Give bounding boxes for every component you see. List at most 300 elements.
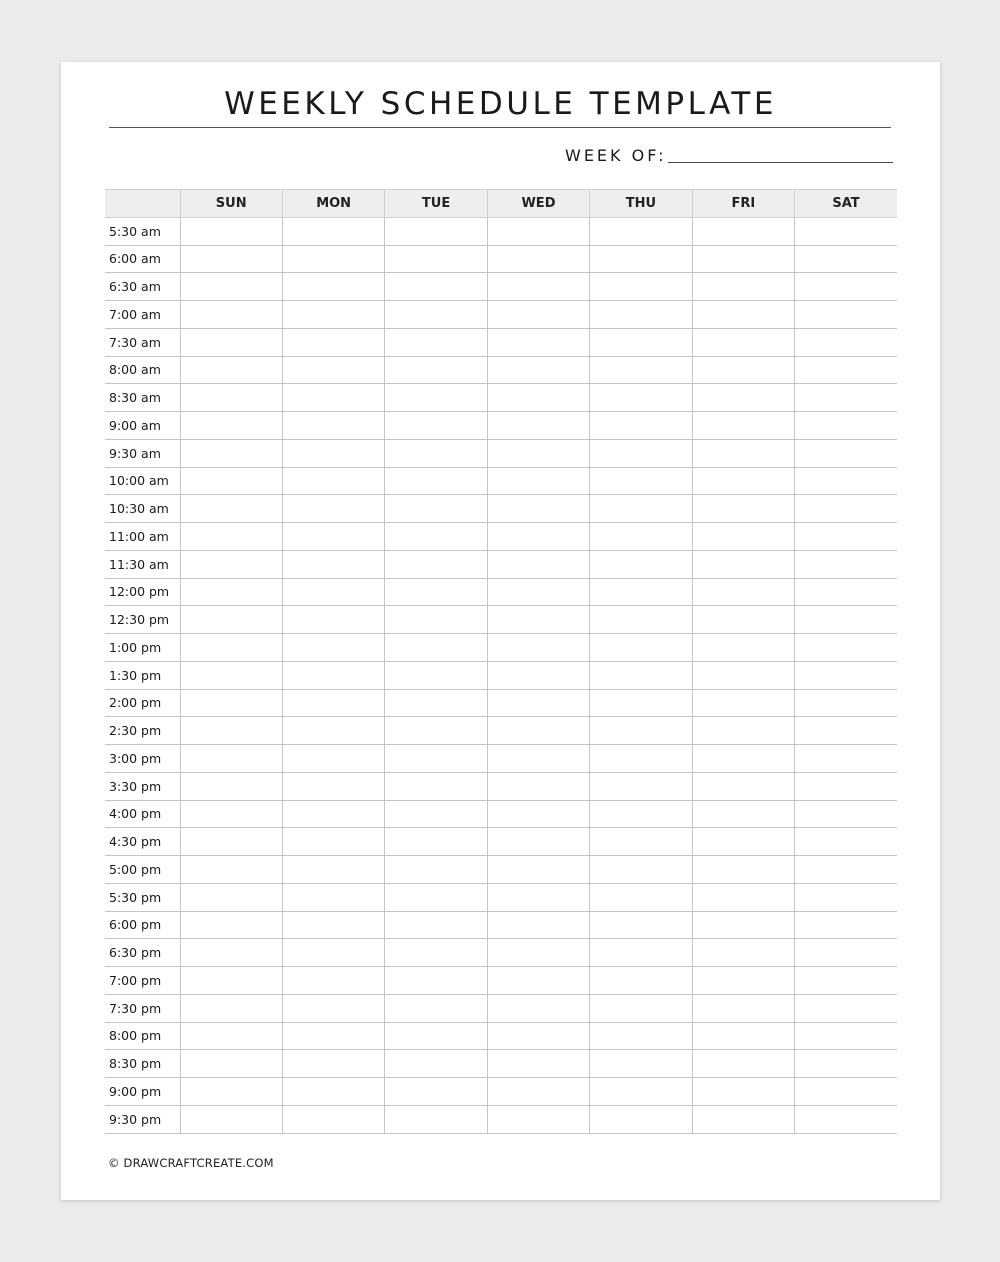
schedule-cell-fri[interactable] (692, 384, 794, 412)
schedule-cell-sun[interactable] (180, 772, 282, 800)
schedule-cell-sun[interactable] (180, 523, 282, 551)
schedule-cell-tue[interactable] (385, 772, 487, 800)
schedule-cell-tue[interactable] (385, 1078, 487, 1106)
schedule-cell-fri[interactable] (692, 967, 794, 995)
schedule-cell-sat[interactable] (795, 689, 897, 717)
schedule-cell-wed[interactable] (487, 273, 589, 301)
schedule-cell-wed[interactable] (487, 1105, 589, 1133)
schedule-cell-thu[interactable] (590, 856, 692, 884)
schedule-cell-thu[interactable] (590, 1078, 692, 1106)
schedule-cell-wed[interactable] (487, 523, 589, 551)
schedule-cell-sat[interactable] (795, 634, 897, 662)
schedule-cell-fri[interactable] (692, 523, 794, 551)
schedule-cell-mon[interactable] (282, 856, 384, 884)
schedule-cell-thu[interactable] (590, 745, 692, 773)
table-row (105, 689, 897, 717)
schedule-cell-mon[interactable] (282, 578, 384, 606)
schedule-cell-thu[interactable] (590, 689, 692, 717)
schedule-cell-thu[interactable] (590, 439, 692, 467)
schedule-cell-wed[interactable] (487, 745, 589, 773)
schedule-cell-thu[interactable] (590, 800, 692, 828)
time-label: 2:30 pm (105, 717, 180, 745)
schedule-cell-mon[interactable] (282, 273, 384, 301)
schedule-cell-mon[interactable] (282, 523, 384, 551)
schedule-cell-mon[interactable] (282, 384, 384, 412)
table-row (105, 439, 897, 467)
table-row (105, 1022, 897, 1050)
schedule-cell-wed[interactable] (487, 939, 589, 967)
time-label: 7:30 am (105, 328, 180, 356)
table-row (105, 828, 897, 856)
schedule-cell-tue[interactable] (385, 1050, 487, 1078)
schedule-cell-tue[interactable] (385, 245, 487, 273)
schedule-cell-wed[interactable] (487, 606, 589, 634)
schedule-cell-wed[interactable] (487, 467, 589, 495)
schedule-cell-tue[interactable] (385, 356, 487, 384)
time-label: 5:00 pm (105, 856, 180, 884)
schedule-cell-mon[interactable] (282, 967, 384, 995)
schedule-cell-fri[interactable] (692, 1105, 794, 1133)
schedule-cell-tue[interactable] (385, 856, 487, 884)
schedule-cell-thu[interactable] (590, 495, 692, 523)
day-header-tue: TUE (385, 190, 487, 218)
schedule-cell-sat[interactable] (795, 356, 897, 384)
schedule-cell-mon[interactable] (282, 717, 384, 745)
schedule-cell-wed[interactable] (487, 772, 589, 800)
schedule-cell-sun[interactable] (180, 245, 282, 273)
schedule-cell-fri[interactable] (692, 1078, 794, 1106)
table-row (105, 495, 897, 523)
table-row (105, 412, 897, 440)
schedule-cell-sat[interactable] (795, 967, 897, 995)
schedule-cell-sun[interactable] (180, 883, 282, 911)
copyright-footer: © DRAWCRAFTCREATE.COM (108, 1156, 274, 1170)
schedule-cell-thu[interactable] (590, 412, 692, 440)
schedule-cell-sat[interactable] (795, 828, 897, 856)
schedule-cell-mon[interactable] (282, 634, 384, 662)
schedule-cell-sat[interactable] (795, 745, 897, 773)
schedule-cell-sat[interactable] (795, 717, 897, 745)
schedule-cell-sun[interactable] (180, 661, 282, 689)
schedule-cell-fri[interactable] (692, 800, 794, 828)
schedule-cell-sat[interactable] (795, 245, 897, 273)
schedule-cell-fri[interactable] (692, 717, 794, 745)
schedule-cell-sat[interactable] (795, 1078, 897, 1106)
schedule-cell-sun[interactable] (180, 1105, 282, 1133)
schedule-cell-thu[interactable] (590, 717, 692, 745)
schedule-cell-mon[interactable] (282, 467, 384, 495)
schedule-cell-mon[interactable] (282, 994, 384, 1022)
schedule-cell-thu[interactable] (590, 994, 692, 1022)
schedule-cell-tue[interactable] (385, 967, 487, 995)
schedule-cell-mon[interactable] (282, 689, 384, 717)
schedule-cell-sun[interactable] (180, 606, 282, 634)
schedule-cell-sun[interactable] (180, 745, 282, 773)
schedule-cell-tue[interactable] (385, 1022, 487, 1050)
schedule-cell-wed[interactable] (487, 217, 589, 245)
schedule-cell-fri[interactable] (692, 1022, 794, 1050)
schedule-cell-wed[interactable] (487, 911, 589, 939)
schedule-cell-tue[interactable] (385, 301, 487, 329)
schedule-cell-sun[interactable] (180, 495, 282, 523)
schedule-cell-tue[interactable] (385, 328, 487, 356)
schedule-cell-tue[interactable] (385, 439, 487, 467)
schedule-cell-wed[interactable] (487, 634, 589, 662)
schedule-cell-sun[interactable] (180, 439, 282, 467)
schedule-cell-sun[interactable] (180, 856, 282, 884)
schedule-cell-wed[interactable] (487, 356, 589, 384)
schedule-cell-sun[interactable] (180, 717, 282, 745)
time-label: 7:00 pm (105, 967, 180, 995)
schedule-cell-fri[interactable] (692, 273, 794, 301)
schedule-cell-mon[interactable] (282, 301, 384, 329)
time-label: 8:00 am (105, 356, 180, 384)
table-row (105, 606, 897, 634)
schedule-cell-sat[interactable] (795, 800, 897, 828)
schedule-cell-tue[interactable] (385, 1105, 487, 1133)
schedule-cell-tue[interactable] (385, 412, 487, 440)
schedule-cell-sat[interactable] (795, 939, 897, 967)
schedule-cell-mon[interactable] (282, 1050, 384, 1078)
schedule-cell-mon[interactable] (282, 1022, 384, 1050)
schedule-cell-fri[interactable] (692, 1050, 794, 1078)
time-label: 2:00 pm (105, 689, 180, 717)
schedule-cell-sun[interactable] (180, 1022, 282, 1050)
schedule-cell-mon[interactable] (282, 328, 384, 356)
schedule-cell-thu[interactable] (590, 939, 692, 967)
schedule-cell-sat[interactable] (795, 523, 897, 551)
schedule-cell-fri[interactable] (692, 745, 794, 773)
schedule-cell-sun[interactable] (180, 412, 282, 440)
schedule-cell-sat[interactable] (795, 328, 897, 356)
schedule-cell-tue[interactable] (385, 273, 487, 301)
schedule-cell-sun[interactable] (180, 967, 282, 995)
schedule-cell-tue[interactable] (385, 467, 487, 495)
schedule-cell-tue[interactable] (385, 495, 487, 523)
schedule-cell-sat[interactable] (795, 1022, 897, 1050)
title-underline (109, 127, 891, 128)
schedule-cell-tue[interactable] (385, 523, 487, 551)
schedule-cell-mon[interactable] (282, 661, 384, 689)
time-label: 9:30 pm (105, 1105, 180, 1133)
time-label: 7:00 am (105, 301, 180, 329)
table-row (105, 994, 897, 1022)
schedule-cell-wed[interactable] (487, 883, 589, 911)
time-rows (105, 217, 897, 1133)
schedule-cell-sun[interactable] (180, 328, 282, 356)
schedule-cell-mon[interactable] (282, 550, 384, 578)
schedule-cell-tue[interactable] (385, 911, 487, 939)
schedule-cell-mon[interactable] (282, 939, 384, 967)
schedule-cell-sun[interactable] (180, 994, 282, 1022)
schedule-cell-thu[interactable] (590, 828, 692, 856)
schedule-cell-sat[interactable] (795, 661, 897, 689)
week-of-field[interactable] (668, 162, 893, 163)
schedule-cell-sun[interactable] (180, 578, 282, 606)
schedule-cell-thu[interactable] (590, 772, 692, 800)
table-row (105, 1105, 897, 1133)
schedule-cell-wed[interactable] (487, 967, 589, 995)
schedule-cell-sun[interactable] (180, 800, 282, 828)
schedule-cell-sun[interactable] (180, 911, 282, 939)
time-label: 9:30 am (105, 439, 180, 467)
schedule-cell-thu[interactable] (590, 245, 692, 273)
schedule-cell-sun[interactable] (180, 939, 282, 967)
schedule-cell-tue[interactable] (385, 634, 487, 662)
schedule-cell-tue[interactable] (385, 550, 487, 578)
schedule-cell-tue[interactable] (385, 745, 487, 773)
time-label: 11:30 am (105, 550, 180, 578)
table-row (105, 217, 897, 245)
schedule-cell-thu[interactable] (590, 661, 692, 689)
schedule-cell-mon[interactable] (282, 745, 384, 773)
schedule-cell-sun[interactable] (180, 273, 282, 301)
schedule-cell-tue[interactable] (385, 217, 487, 245)
time-label: 8:30 am (105, 384, 180, 412)
time-label: 12:00 pm (105, 578, 180, 606)
schedule-cell-sun[interactable] (180, 467, 282, 495)
week-of-label: WEEK OF: (565, 146, 667, 165)
schedule-cell-thu[interactable] (590, 328, 692, 356)
schedule-cell-fri[interactable] (692, 689, 794, 717)
schedule-cell-fri[interactable] (692, 550, 794, 578)
time-column-header (105, 190, 180, 218)
schedule-cell-wed[interactable] (487, 856, 589, 884)
time-label: 5:30 am (105, 217, 180, 245)
time-label: 6:00 pm (105, 911, 180, 939)
schedule-cell-fri[interactable] (692, 495, 794, 523)
schedule-cell-sat[interactable] (795, 883, 897, 911)
table-row (105, 301, 897, 329)
schedule-cell-tue[interactable] (385, 578, 487, 606)
schedule-cell-sat[interactable] (795, 550, 897, 578)
table-row (105, 273, 897, 301)
schedule-cell-sat[interactable] (795, 301, 897, 329)
schedule-cell-sun[interactable] (180, 1050, 282, 1078)
schedule-cell-mon[interactable] (282, 217, 384, 245)
table-row (105, 245, 897, 273)
schedule-cell-wed[interactable] (487, 994, 589, 1022)
schedule-cell-tue[interactable] (385, 828, 487, 856)
table-row (105, 356, 897, 384)
schedule-cell-mon[interactable] (282, 828, 384, 856)
schedule-cell-sun[interactable] (180, 689, 282, 717)
schedule-cell-fri[interactable] (692, 606, 794, 634)
time-label: 6:30 pm (105, 939, 180, 967)
schedule-cell-thu[interactable] (590, 356, 692, 384)
schedule-cell-thu[interactable] (590, 883, 692, 911)
time-label: 9:00 am (105, 412, 180, 440)
schedule-cell-tue[interactable] (385, 606, 487, 634)
schedule-cell-tue[interactable] (385, 717, 487, 745)
schedule-cell-mon[interactable] (282, 356, 384, 384)
day-header-sun: SUN (180, 190, 282, 218)
schedule-cell-fri[interactable] (692, 856, 794, 884)
schedule-cell-thu[interactable] (590, 301, 692, 329)
schedule-cell-wed[interactable] (487, 245, 589, 273)
day-header-thu: THU (590, 190, 692, 218)
schedule-cell-sun[interactable] (180, 550, 282, 578)
schedule-cell-wed[interactable] (487, 1050, 589, 1078)
schedule-cell-thu[interactable] (590, 578, 692, 606)
schedule-cell-wed[interactable] (487, 328, 589, 356)
schedule-cell-fri[interactable] (692, 412, 794, 440)
schedule-cell-sat[interactable] (795, 578, 897, 606)
schedule-cell-fri[interactable] (692, 661, 794, 689)
schedule-cell-fri[interactable] (692, 772, 794, 800)
schedule-cell-fri[interactable] (692, 634, 794, 662)
table-row (105, 328, 897, 356)
schedule-cell-wed[interactable] (487, 661, 589, 689)
schedule-cell-wed[interactable] (487, 301, 589, 329)
schedule-cell-mon[interactable] (282, 911, 384, 939)
schedule-cell-sat[interactable] (795, 384, 897, 412)
schedule-cell-fri[interactable] (692, 578, 794, 606)
table-row (105, 523, 897, 551)
time-label: 3:00 pm (105, 745, 180, 773)
schedule-cell-wed[interactable] (487, 550, 589, 578)
table-row (105, 883, 897, 911)
day-header-row (105, 190, 897, 218)
schedule-cell-wed[interactable] (487, 717, 589, 745)
schedule-cell-fri[interactable] (692, 217, 794, 245)
schedule-cell-mon[interactable] (282, 800, 384, 828)
time-label: 10:30 am (105, 495, 180, 523)
schedule-cell-fri[interactable] (692, 911, 794, 939)
schedule-cell-wed[interactable] (487, 800, 589, 828)
time-label: 6:00 am (105, 245, 180, 273)
schedule-cell-sun[interactable] (180, 384, 282, 412)
schedule-cell-sun[interactable] (180, 634, 282, 662)
schedule-cell-fri[interactable] (692, 467, 794, 495)
time-label: 10:00 am (105, 467, 180, 495)
schedule-cell-thu[interactable] (590, 634, 692, 662)
table-row (105, 939, 897, 967)
schedule-cell-wed[interactable] (487, 828, 589, 856)
time-label: 1:00 pm (105, 634, 180, 662)
table-row (105, 578, 897, 606)
schedule-cell-wed[interactable] (487, 412, 589, 440)
schedule-cell-fri[interactable] (692, 439, 794, 467)
schedule-cell-wed[interactable] (487, 1078, 589, 1106)
schedule-cell-sun[interactable] (180, 356, 282, 384)
schedule-cell-sat[interactable] (795, 273, 897, 301)
schedule-cell-thu[interactable] (590, 967, 692, 995)
time-label: 7:30 pm (105, 994, 180, 1022)
schedule-cell-mon[interactable] (282, 439, 384, 467)
schedule-cell-fri[interactable] (692, 328, 794, 356)
schedule-cell-sat[interactable] (795, 911, 897, 939)
schedule-grid (105, 189, 897, 1134)
schedule-cell-tue[interactable] (385, 689, 487, 717)
table-row (105, 550, 897, 578)
schedule-cell-sat[interactable] (795, 772, 897, 800)
schedule-cell-mon[interactable] (282, 1078, 384, 1106)
time-label: 6:30 am (105, 273, 180, 301)
schedule-cell-fri[interactable] (692, 356, 794, 384)
schedule-cell-sun[interactable] (180, 301, 282, 329)
table-row (105, 745, 897, 773)
schedule-cell-thu[interactable] (590, 606, 692, 634)
table-row (105, 772, 897, 800)
schedule-cell-sun[interactable] (180, 217, 282, 245)
schedule-cell-fri[interactable] (692, 245, 794, 273)
day-header-wed: WED (487, 190, 589, 218)
table-row (105, 800, 897, 828)
schedule-cell-thu[interactable] (590, 384, 692, 412)
schedule-cell-tue[interactable] (385, 939, 487, 967)
time-label: 12:30 pm (105, 606, 180, 634)
schedule-cell-thu[interactable] (590, 1105, 692, 1133)
schedule-cell-thu[interactable] (590, 467, 692, 495)
schedule-cell-wed[interactable] (487, 578, 589, 606)
time-label: 11:00 am (105, 523, 180, 551)
schedule-cell-mon[interactable] (282, 883, 384, 911)
schedule-cell-thu[interactable] (590, 911, 692, 939)
schedule-cell-sat[interactable] (795, 217, 897, 245)
schedule-cell-sun[interactable] (180, 828, 282, 856)
schedule-cell-sat[interactable] (795, 606, 897, 634)
schedule-cell-thu[interactable] (590, 1022, 692, 1050)
table-row (105, 634, 897, 662)
schedule-cell-tue[interactable] (385, 661, 487, 689)
schedule-cell-fri[interactable] (692, 883, 794, 911)
schedule-cell-sat[interactable] (795, 1050, 897, 1078)
schedule-cell-sat[interactable] (795, 412, 897, 440)
schedule-cell-sun[interactable] (180, 1078, 282, 1106)
table-row (105, 384, 897, 412)
schedule-cell-mon[interactable] (282, 495, 384, 523)
time-label: 1:30 pm (105, 661, 180, 689)
table-row (105, 967, 897, 995)
schedule-cell-tue[interactable] (385, 384, 487, 412)
schedule-cell-sat[interactable] (795, 439, 897, 467)
schedule-cell-mon[interactable] (282, 1105, 384, 1133)
schedule-cell-sat[interactable] (795, 994, 897, 1022)
schedule-cell-fri[interactable] (692, 994, 794, 1022)
schedule-cell-mon[interactable] (282, 245, 384, 273)
schedule-cell-wed[interactable] (487, 384, 589, 412)
schedule-cell-sat[interactable] (795, 467, 897, 495)
schedule-cell-fri[interactable] (692, 939, 794, 967)
schedule-cell-wed[interactable] (487, 495, 589, 523)
schedule-cell-sat[interactable] (795, 495, 897, 523)
schedule-cell-tue[interactable] (385, 994, 487, 1022)
schedule-cell-thu[interactable] (590, 550, 692, 578)
schedule-cell-thu[interactable] (590, 1050, 692, 1078)
schedule-cell-mon[interactable] (282, 772, 384, 800)
table-row (105, 1050, 897, 1078)
time-label: 4:30 pm (105, 828, 180, 856)
schedule-cell-thu[interactable] (590, 217, 692, 245)
schedule-cell-fri[interactable] (692, 301, 794, 329)
schedule-cell-tue[interactable] (385, 800, 487, 828)
schedule-cell-thu[interactable] (590, 273, 692, 301)
schedule-cell-thu[interactable] (590, 523, 692, 551)
schedule-cell-mon[interactable] (282, 606, 384, 634)
table-row (105, 467, 897, 495)
schedule-cell-wed[interactable] (487, 439, 589, 467)
schedule-cell-fri[interactable] (692, 828, 794, 856)
day-header-mon: MON (282, 190, 384, 218)
schedule-cell-mon[interactable] (282, 412, 384, 440)
schedule-cell-wed[interactable] (487, 1022, 589, 1050)
schedule-cell-tue[interactable] (385, 883, 487, 911)
schedule-cell-sat[interactable] (795, 856, 897, 884)
table-row (105, 1078, 897, 1106)
schedule-cell-wed[interactable] (487, 689, 589, 717)
schedule-cell-sat[interactable] (795, 1105, 897, 1133)
